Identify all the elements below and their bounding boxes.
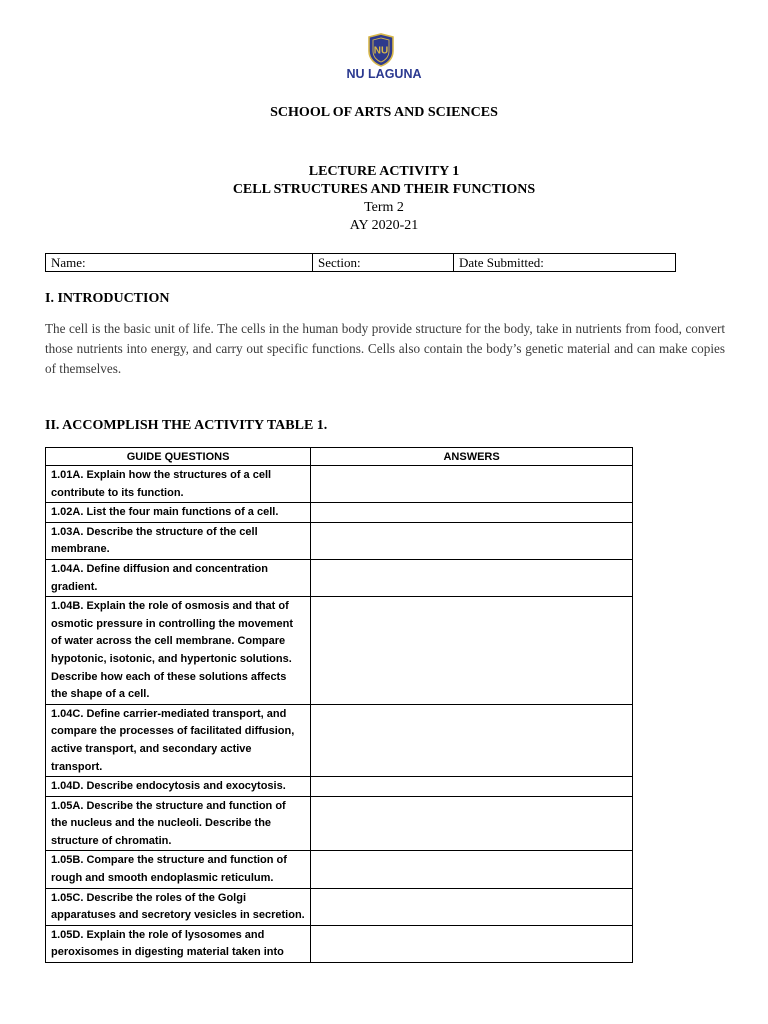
date-submitted-field[interactable]: Date Submitted: xyxy=(454,254,676,272)
answer-cell[interactable] xyxy=(311,704,633,776)
answer-cell[interactable] xyxy=(311,503,633,523)
institution-name: NU LAGUNA xyxy=(346,67,422,81)
table-row xyxy=(46,796,633,851)
guide-question: 1.04B. Explain the role of osmosis and that of osmotic pressure in controlling the movement of water across the cell membrane. Compare hypotonic, isotonic, and hypertonic solutions. Describe how each of these solutions affects the shape of a cell. xyxy=(46,597,311,705)
column-header-guide-questions: GUIDE QUESTIONS xyxy=(46,448,311,466)
answer-cell[interactable] xyxy=(311,925,633,962)
name-field[interactable]: Name: xyxy=(46,254,313,272)
guide-question: 1.04A. Define diffusion and concentration gradient. xyxy=(46,559,311,596)
guide-question: 1.04C. Define carrier-mediated transport, and compare the processes of facilitated diffusion, active transport, and secondary active transport. xyxy=(46,704,311,776)
answer-cell[interactable] xyxy=(311,559,633,596)
answer-cell[interactable] xyxy=(311,888,633,925)
introduction-body: The cell is the basic unit of life. The cells in the human body provide structure for the body, take in nutrients from food, convert those nutrients into energy, and carry out specific functions. Cells also contain the body’s genetic material and can make copies of themselves. xyxy=(45,321,725,376)
introduction-heading: I. INTRODUCTION xyxy=(45,291,170,306)
table-row xyxy=(46,851,633,888)
school-name: SCHOOL OF ARTS AND SCIENCES xyxy=(270,105,498,120)
table-row xyxy=(46,597,633,705)
answer-cell[interactable] xyxy=(311,796,633,851)
guide-question: 1.04D. Describe endocytosis and exocytosis. xyxy=(46,777,311,797)
guide-question: 1.02A. List the four main functions of a cell. xyxy=(46,503,311,523)
answer-cell[interactable] xyxy=(311,522,633,559)
academic-year: AY 2020-21 xyxy=(349,218,419,233)
table-row xyxy=(46,559,633,596)
term-label: Term 2 xyxy=(364,200,404,215)
table-row xyxy=(46,704,633,776)
table-row xyxy=(46,466,633,503)
answer-cell[interactable] xyxy=(311,597,633,705)
answer-cell[interactable] xyxy=(311,851,633,888)
column-header-answers: ANSWERS xyxy=(311,448,633,466)
nu-laguna-shield-logo xyxy=(366,33,396,67)
guide-question: 1.05A. Describe the structure and function of the nucleus and the nucleoli. Describe the structure of chromatin. xyxy=(46,796,311,851)
answer-cell[interactable] xyxy=(311,466,633,503)
section-field[interactable]: Section: xyxy=(313,254,454,272)
activity-table xyxy=(45,447,633,963)
guide-question: 1.05D. Explain the role of lysosomes and peroxisomes in digesting material taken into xyxy=(46,925,311,962)
table-row xyxy=(46,777,633,797)
activity-heading: II. ACCOMPLISH THE ACTIVITY TABLE 1. xyxy=(45,418,328,433)
logo-monogram: NU xyxy=(373,45,389,57)
guide-question: 1.03A. Describe the structure of the cell membrane. xyxy=(46,522,311,559)
guide-question: 1.05B. Compare the structure and function of rough and smooth endoplasmic reticulum. xyxy=(46,851,311,888)
table-row xyxy=(46,503,633,523)
answer-cell[interactable] xyxy=(311,777,633,797)
guide-question: 1.01A. Explain how the structures of a cell contribute to its function. xyxy=(46,466,311,503)
guide-question: 1.05C. Describe the roles of the Golgi apparatuses and secretory vesicles in secretion. xyxy=(46,888,311,925)
activity-topic: CELL STRUCTURES AND THEIR FUNCTIONS xyxy=(232,182,536,197)
table-row xyxy=(46,888,633,925)
table-row xyxy=(46,522,633,559)
student-info-table xyxy=(45,253,676,272)
table-row xyxy=(46,925,633,962)
activity-title: LECTURE ACTIVITY 1 xyxy=(308,164,460,179)
